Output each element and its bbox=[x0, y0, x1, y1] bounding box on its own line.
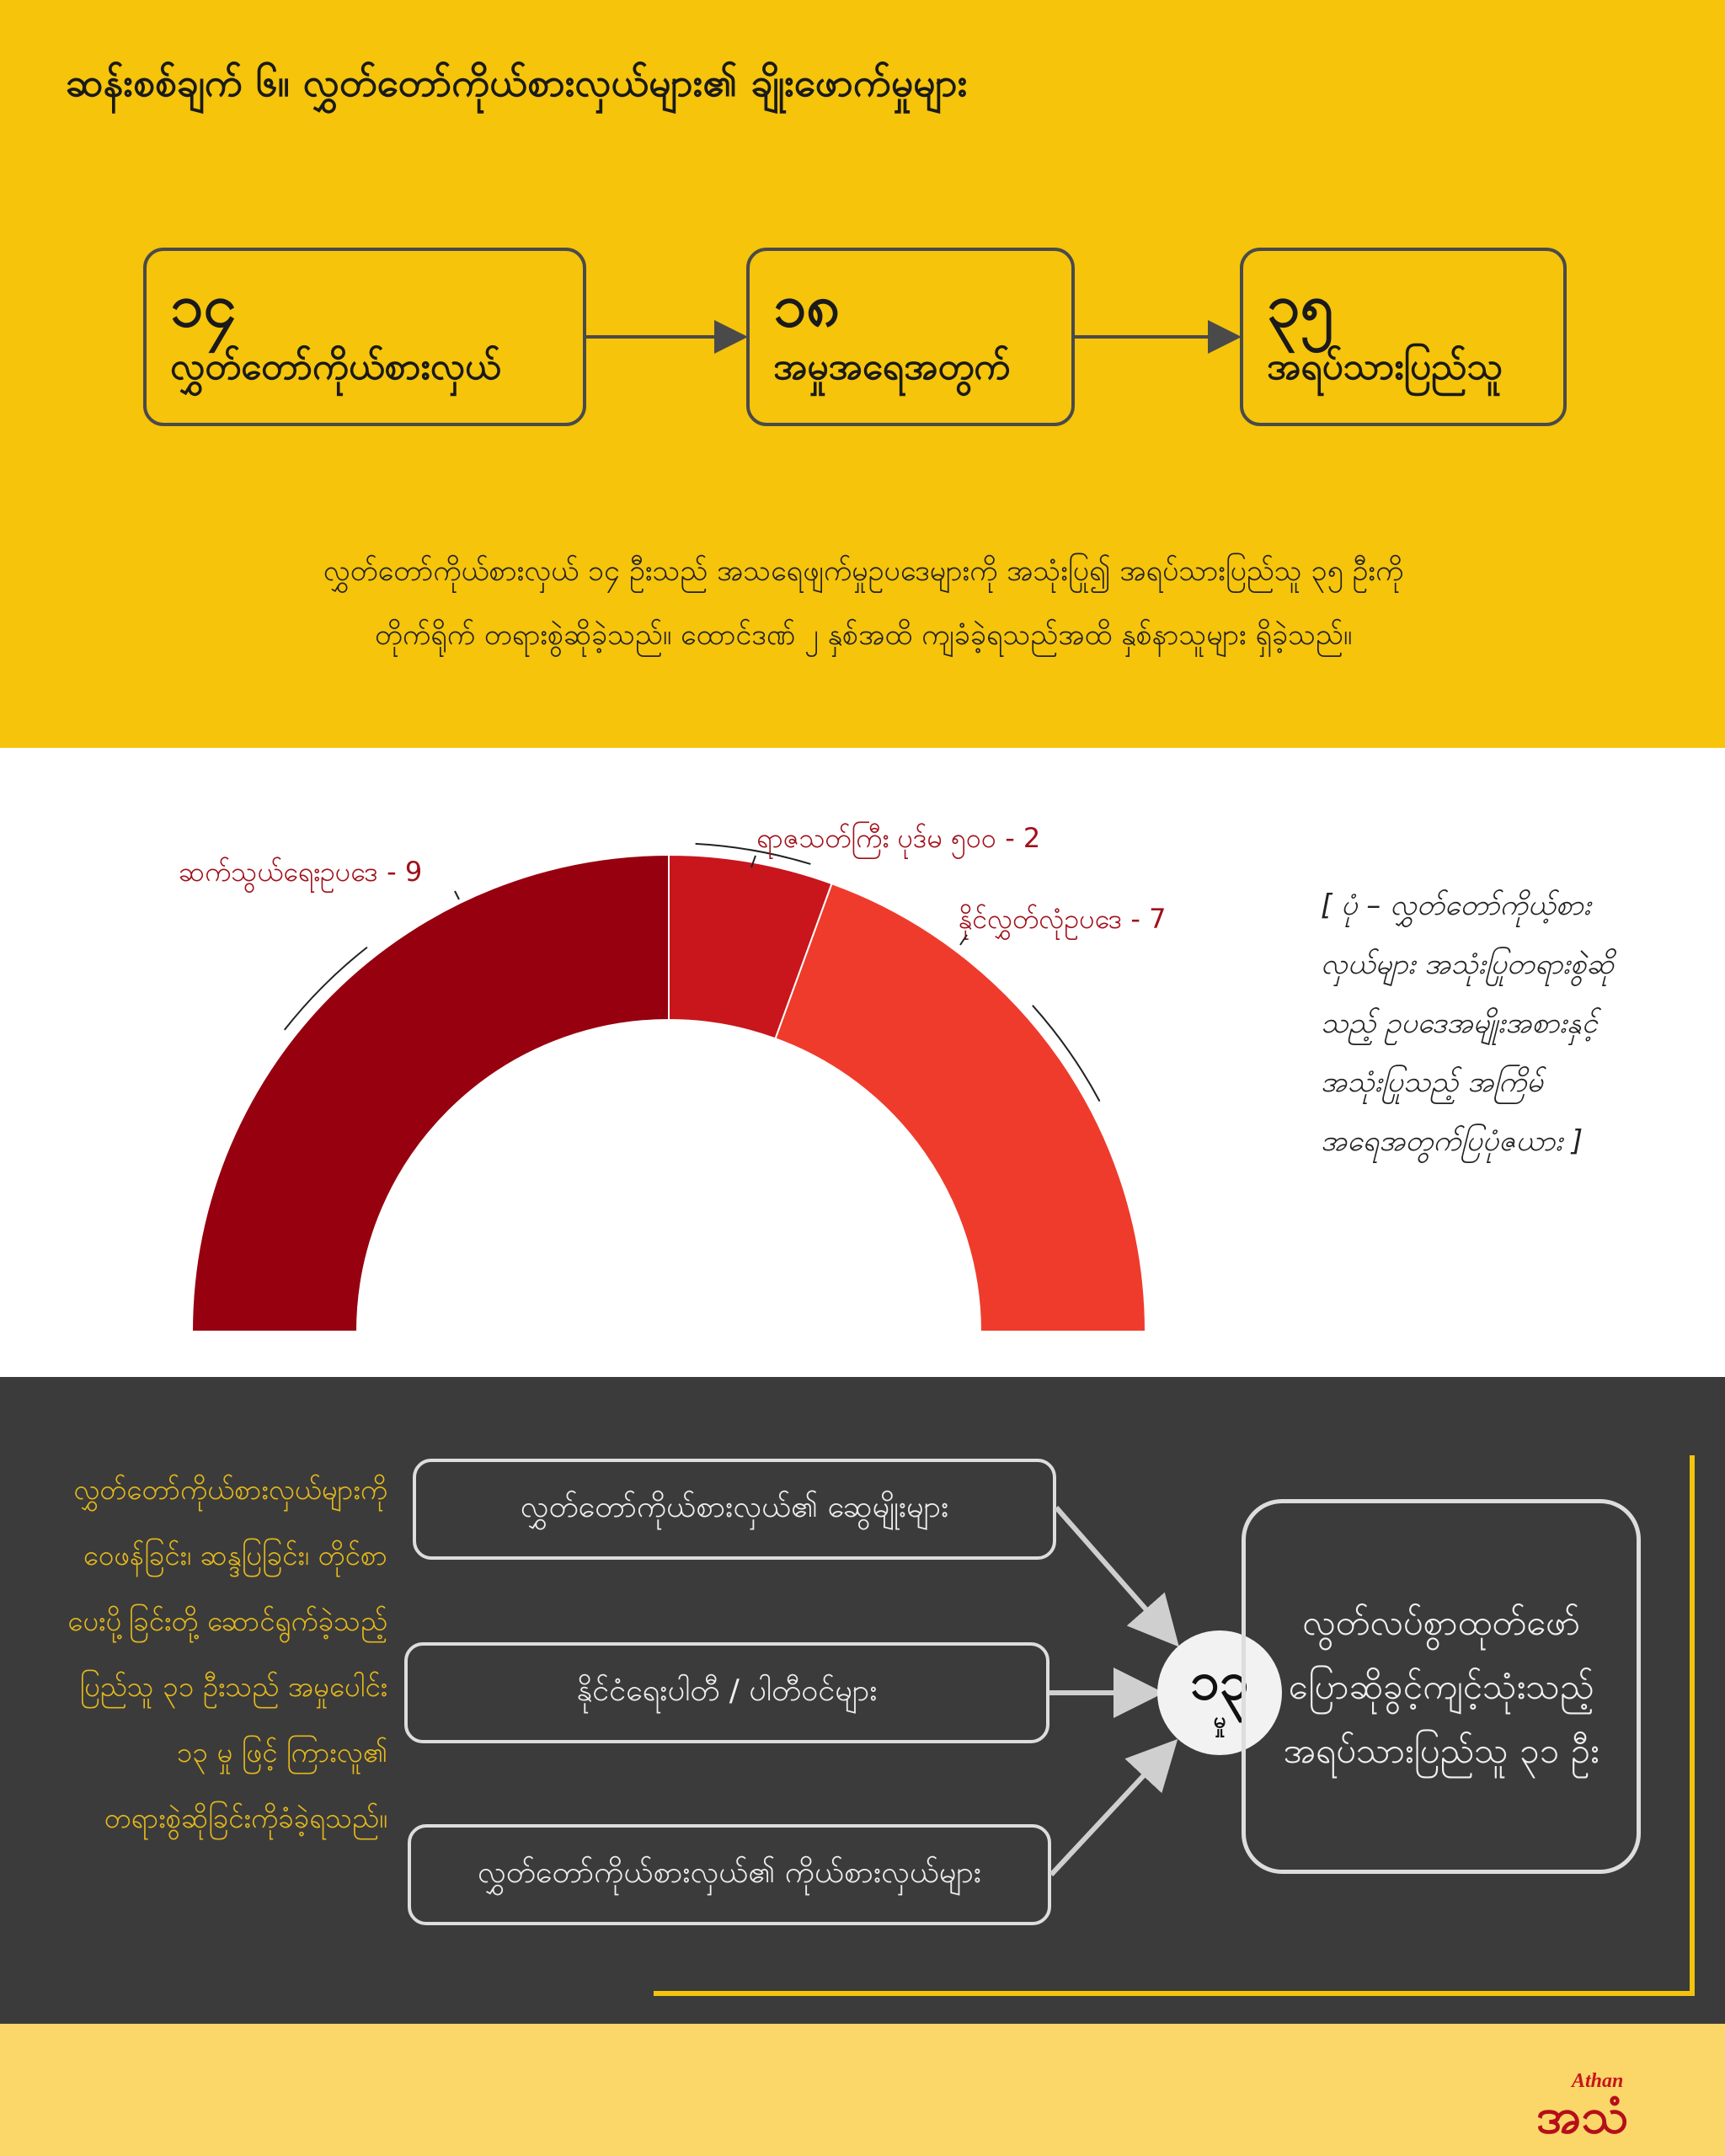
flow-label: လွှတ်တော်ကိုယ်စားလှယ် bbox=[170, 345, 501, 388]
result-box: လွတ်လပ်စွာထုတ်ဖော်ပြောဆိုခွင့်ကျင့်သုံးသည့် အရပ်သားပြည်သူ ၃၁ ဦး bbox=[1242, 1499, 1641, 1874]
summary-line-1: လွှတ်တော်ကိုယ်စားလှယ် ၁၄ ဦးသည် အသရေဖျက်မှုဥပဒေများကို အသုံးပြု၍ အရပ်သားပြည်သူ ၃၅ ဦးကို bbox=[323, 554, 1404, 588]
flow-number: ၁၄ bbox=[170, 271, 237, 340]
case-unit: မှု bbox=[1213, 1708, 1226, 1733]
flow-label: အမှုအရေအတွက် bbox=[773, 345, 1011, 388]
accent-bracket-horizontal bbox=[654, 1991, 1695, 1996]
logo-top: Athan bbox=[1572, 2070, 1624, 2092]
cases-description: လွှတ်တော်ကိုယ်စားလှယ်များကို ဝေဖန်ခြင်း၊ ဆန္ဒပြခြင်း၊ တိုင်စာပေးပို့ခြင်းတို့ ဆောင်ရွက်ခဲ့သည့် ပြည်သူ ၃၁ ဦးသည် အမှုပေါင်း ၁၃ မှု ဖြင့် ကြားလူ၏ တရားစွဲဆိုခြင်းကိုခံခဲ့ရသည်။ bbox=[67, 1473, 387, 1834]
arrow-from-relatives bbox=[1056, 1508, 1169, 1636]
page-title: ဆန်းစစ်ချက် ၆။ လွှတ်တော်ကိုယ်စားလှယ်များ၏ ချိုးဖောက်မှုများ bbox=[66, 60, 968, 105]
flow-label: အရပ်သားပြည်သူ bbox=[1267, 345, 1503, 388]
flow-number: ၁၈ bbox=[773, 271, 841, 340]
accent-bracket-vertical bbox=[1690, 1455, 1695, 1994]
source-political-parties: နိုင်ငံရေးပါတီ / ပါတီဝင်များ bbox=[404, 1642, 1049, 1743]
logo-main: အသံ bbox=[1536, 2087, 1629, 2139]
case-count: ၁၃ bbox=[1190, 1650, 1249, 1711]
slice-label-communications-law: ဆက်သွယ်ရေးဥပဒေ - 9 bbox=[179, 856, 423, 888]
athan-logo bbox=[1531, 2055, 1700, 2139]
summary-line-2: တိုက်ရိုက် တရားစွဲဆိုခဲ့သည်။ ထောင်ဒဏ် ၂ နှစ်အထိ ကျခံခဲ့ရသည်အထိ နှစ်နာသူများ ရှိခဲ့သည်။ bbox=[374, 618, 1353, 652]
source-relatives: လွှတ်တော်ကိုယ်စားလှယ်၏ ဆွေမျိုးများ bbox=[413, 1459, 1056, 1560]
slice-label-penal-code-500: ရာဇသတ်ကြီး ပုဒ်မ ၅၀၀ - 2 bbox=[756, 822, 1041, 854]
source-representatives-agents: လွှတ်တော်ကိုယ်စားလှယ်၏ ကိုယ်စားလှယ်များ bbox=[408, 1824, 1051, 1925]
arrow-from-agents bbox=[1051, 1750, 1167, 1875]
slice-label-citizen-privacy-law: နိုင်လွှတ်လုံဥပဒေ - 7 bbox=[959, 903, 1167, 935]
chart-caption: [ ပုံ – လွှတ်တော်ကိုယ့်စားလှယ်များ အသုံးပြုတရားစွဲဆိုသည့် ဥပဒေအမျိုးအစားနှင့် အသုံးပြုသည့် အကြိမ်အရေအတွက်ပြပုံဇယား ] bbox=[1321, 889, 1615, 1158]
flow-number: ၃၅ bbox=[1267, 271, 1333, 340]
